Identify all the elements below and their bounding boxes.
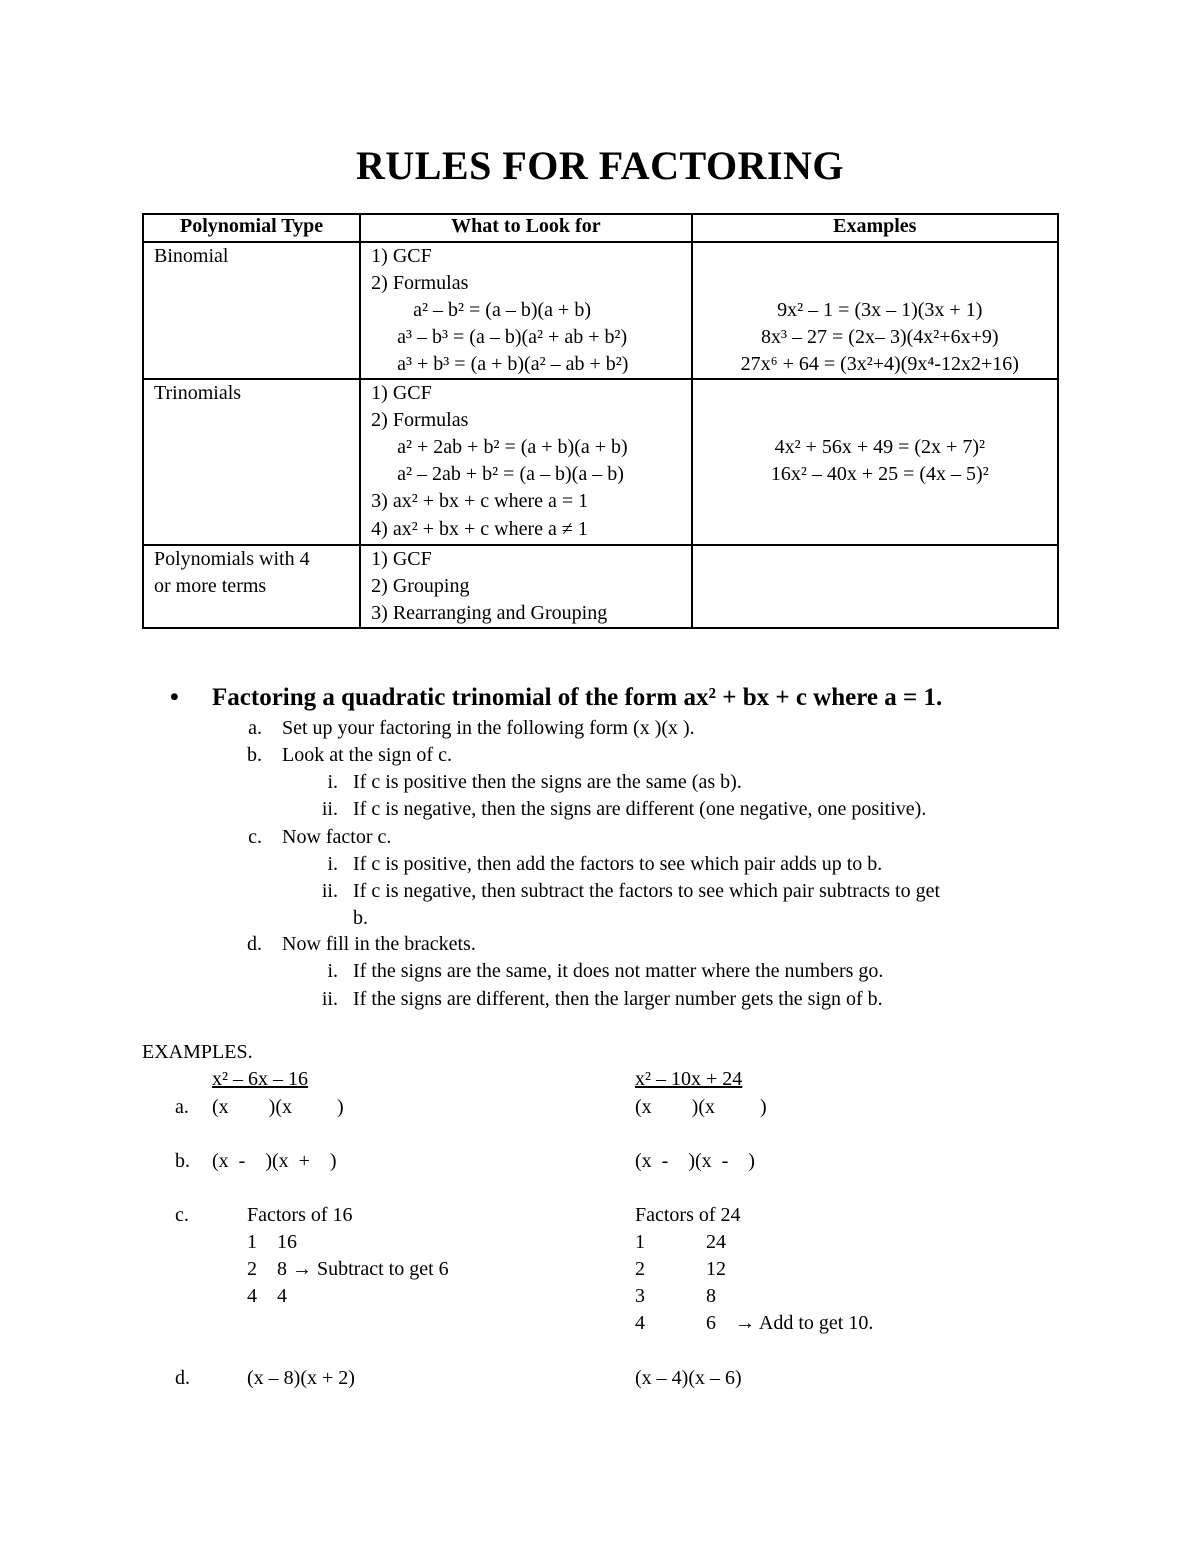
section-heading [170,684,942,712]
right-factors-title: Factors of 24 [635,1204,741,1226]
step-text: If c is positive, then add the factors to see which pair adds up to b. [353,853,883,875]
example-label: a. [175,1096,189,1118]
example: 8x³ – 27 = (2x– 3)(4x²+6x+9) [761,326,999,348]
header-what-to-look-for: What to Look for [360,214,691,242]
formula: a² – 2ab + b² = (a – b)(a – b) [397,463,624,485]
header-examples: Examples [692,214,1058,242]
step-label: i. [327,960,338,982]
heading-text: Factoring a quadratic trinomial of the form ax² + bx + c where a = 1. [212,684,943,711]
step-text: Set up your factoring in the following form (x )(x ). [282,717,695,739]
step-text: If the signs are the same, it does not matter where the numbers go. [353,960,884,982]
table-row-binomial [143,242,1058,379]
example-label: d. [175,1367,190,1389]
right-step-b: (x - )(x - ) [635,1150,755,1172]
look-item: 2) Formulas [371,409,469,431]
right-factor-note: → Add to get 10. [735,1312,874,1334]
type-cell [143,242,360,379]
examples-heading: EXAMPLES. [142,1041,253,1063]
right-factor-a: 4 [635,1312,645,1334]
header-polynomial-type: Polynomial Type [143,214,360,242]
example: 9x² – 1 = (3x – 1)(3x + 1) [777,299,983,321]
look-item: 3) ax² + bx + c where a = 1 [371,490,589,512]
step-text: If c is negative, then subtract the factors to see which pair subtracts to get [353,880,941,902]
step-label: c. [248,826,262,848]
examples-cell [692,379,1058,545]
type-polynomials: Polynomials with 4 [154,548,310,570]
look-item: 2) Formulas [371,272,469,294]
step-text: Now fill in the brackets. [282,933,476,955]
step-label: ii. [321,988,338,1010]
step-label: b. [247,744,262,766]
right-factor-b: 24 [706,1231,726,1253]
right-answer: (x – 4)(x – 6) [635,1367,742,1389]
look-item: 4) ax² + bx + c where a ≠ 1 [371,518,588,540]
step-text: If the signs are different, then the larger number gets the sign of b. [353,988,883,1010]
look-cell [360,242,691,379]
table-header-row [143,214,1058,242]
formula: a² + 2ab + b² = (a + b)(a + b) [397,436,628,458]
bullet-icon: • [170,684,179,711]
step-label: ii. [321,798,338,820]
formula: a³ + b³ = (a + b)(a² – ab + b²) [397,353,629,375]
type-cell [143,379,360,545]
look-item: 1) GCF [371,245,432,267]
step-text: If c is negative, then the signs are different (one negative, one positive). [353,798,927,820]
left-factor-row: 2 8 → Subtract to get 6 [247,1258,449,1280]
right-factor-b: 8 [706,1285,716,1307]
right-factor-a: 1 [635,1231,645,1253]
right-expression: x² – 10x + 24 [635,1068,743,1090]
left-expression: x² – 6x – 16 [212,1068,308,1090]
example-label: c. [175,1204,189,1226]
type-trinomials: Trinomials [154,382,242,404]
table-row-polynomials [143,545,1058,628]
step-text: b. [353,907,368,929]
right-factor-a: 2 [635,1258,645,1280]
examples-cell [692,242,1058,379]
step-label: a. [248,717,262,739]
left-step-b: (x - )(x + ) [212,1150,337,1172]
example: 27x⁶ + 64 = (3x²+4)(9x⁴-12x2+16) [740,353,1019,375]
page-title: RULES FOR FACTORING [355,143,845,188]
step-text: Now factor c. [282,826,392,848]
left-factor-row: 1 16 [247,1231,297,1253]
look-item: 2) Grouping [371,575,470,597]
example: 16x² – 40x + 25 = (4x – 5)² [770,463,989,485]
step-text: Look at the sign of c. [282,744,452,766]
example-label: b. [175,1150,190,1172]
step-text: If c is positive then the signs are the same (as b). [353,771,742,793]
type-polynomials: or more terms [154,575,267,597]
right-step-a: (x )(x ) [635,1096,767,1118]
look-item: 3) Rearranging and Grouping [371,602,608,624]
table-row-trinomials [143,379,1058,545]
type-binomial: Binomial [154,245,229,267]
look-item: 1) GCF [371,382,432,404]
factoring-rules-table [142,213,1059,629]
look-cell [360,379,691,545]
left-factors-title: Factors of 16 [247,1204,353,1226]
left-step-a: (x )(x ) [212,1096,344,1118]
right-factor-a: 3 [635,1285,645,1307]
right-factor-b: 12 [706,1258,726,1280]
type-cell [143,545,360,628]
formula: a³ – b³ = (a – b)(a² + ab + b²) [397,326,628,348]
step-label: i. [327,771,338,793]
left-answer: (x – 8)(x + 2) [247,1367,355,1389]
examples-cell [692,545,1058,628]
formula: a² – b² = (a – b)(a + b) [413,299,591,321]
step-label: d. [247,933,262,955]
step-label: i. [327,853,338,875]
right-factor-b: 6 [706,1312,716,1334]
example: 4x² + 56x + 49 = (2x + 7)² [774,436,985,458]
left-factor-row: 4 4 [247,1285,287,1307]
step-label: ii. [321,880,338,902]
look-cell [360,545,691,628]
look-item: 1) GCF [371,548,432,570]
